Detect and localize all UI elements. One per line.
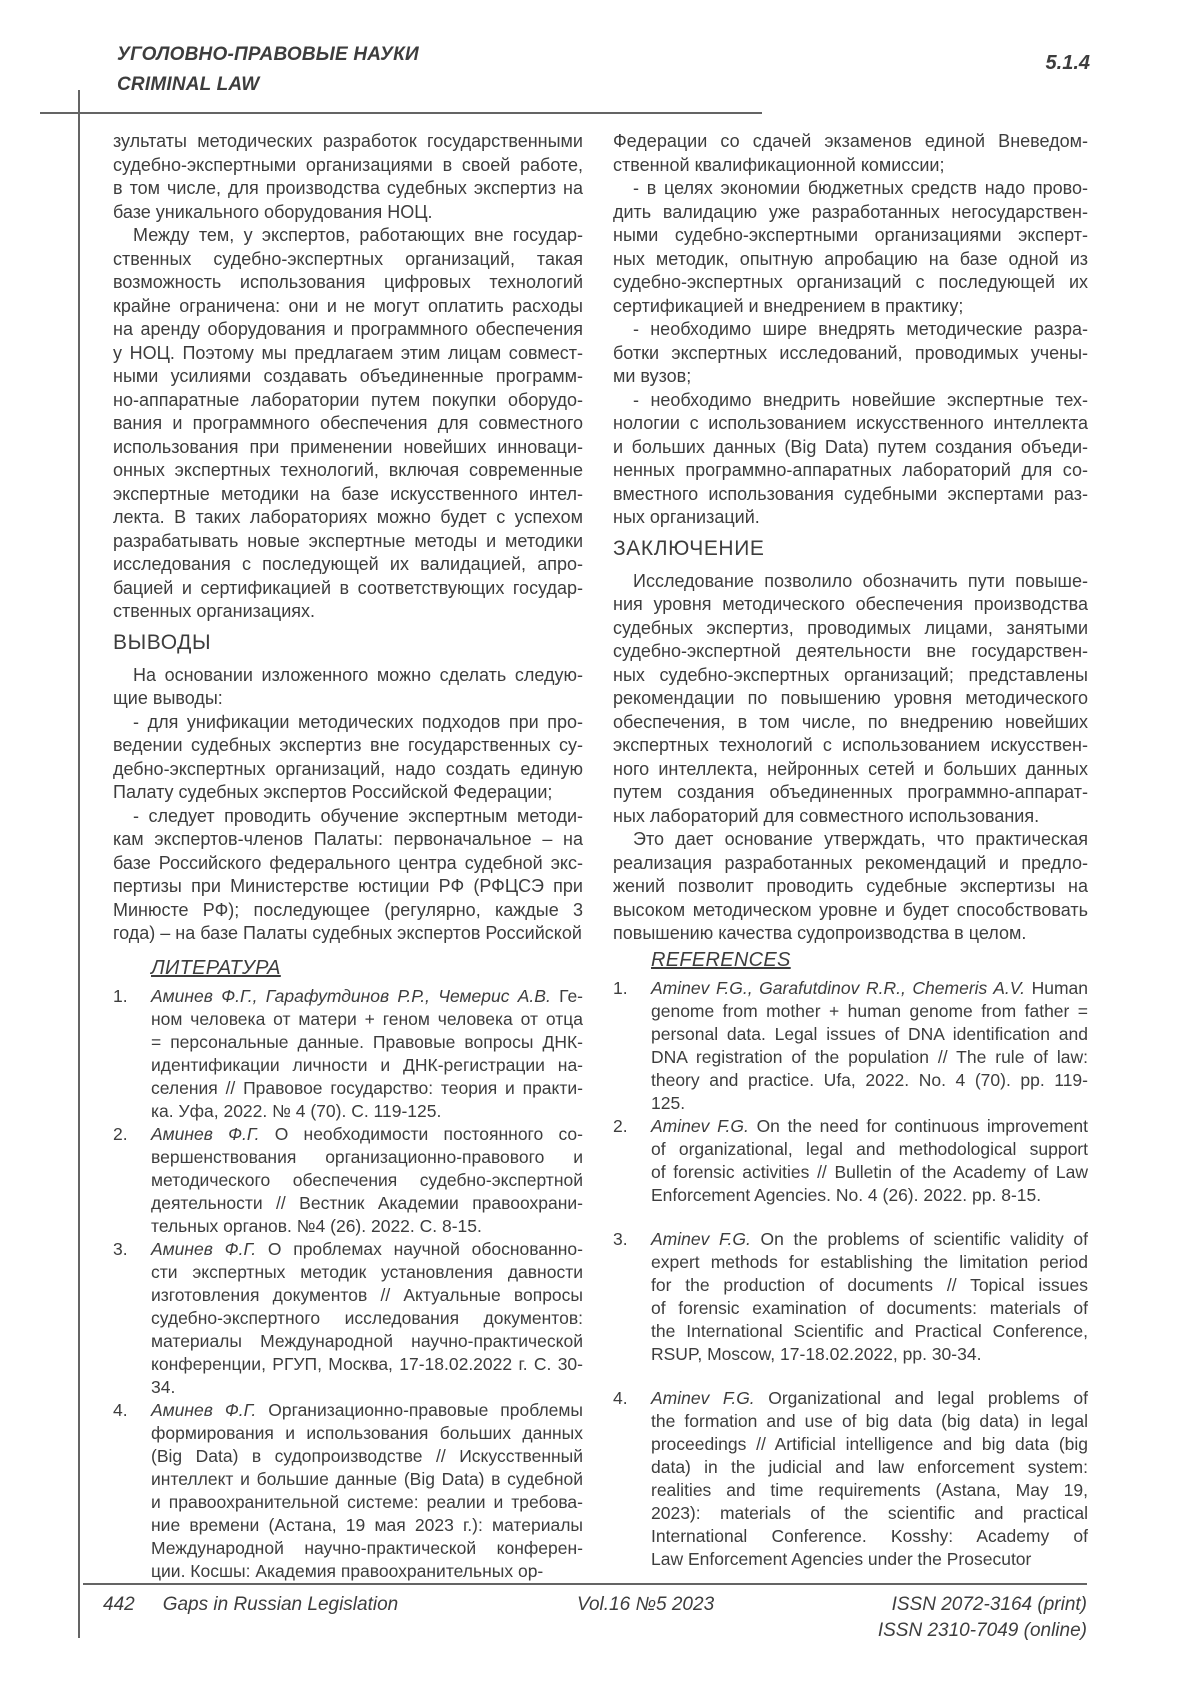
text-line: Международной научно-практической конферен- [151, 1537, 583, 1558]
reference-authors: Aminev F.G. [651, 1387, 755, 1408]
right-column [613, 130, 1088, 1571]
text-line: ния уровня методического обеспечения производства [613, 594, 1088, 614]
page-number: 442 [103, 1594, 135, 1615]
text-line: нологии с использованием искусственного интеллекта [613, 413, 1088, 433]
conclusions-heading: ВЫВОДЫ [113, 630, 212, 654]
text-line: года) – на базе Палаты судебных экспертов Российской [113, 923, 582, 943]
text-line: data) in the judicial and law enforcement system: [651, 1456, 1088, 1477]
reference-item [113, 1238, 583, 1399]
reference-authors: Аминев Ф.Г. [151, 1123, 260, 1144]
text-line: ции. Косшы: Академия правоохранительных ор- [151, 1560, 544, 1581]
left-column [113, 130, 583, 1583]
reference-item [613, 1115, 1088, 1207]
text-line: ботки экспертных исследований, проводимых учены- [613, 342, 1088, 363]
reference-number: 4. [613, 1387, 628, 1408]
reference-text [151, 985, 583, 1123]
reference-item [613, 1387, 1088, 1571]
reference-text [151, 1399, 583, 1583]
text-line: судебных экспертиз, проводимых лицами, занятыми [613, 617, 1088, 638]
section-kicker [117, 40, 419, 100]
paragraph [113, 805, 583, 946]
text-line: высоком методическом уровне и будет способствовать [613, 899, 1088, 920]
text-line: судебно-экспертными организациями в своей работе, [113, 154, 583, 175]
paragraph [613, 389, 1088, 530]
reference-text [651, 1115, 1088, 1207]
text-line: RSUP, Moscow, 17-18.02.2022, pp. 30-34. [651, 1343, 982, 1364]
text-line: theory and practice. Ufa, 2022. No. 4 (70). pp. 119- [651, 1069, 1088, 1090]
text-line: деятельности // Вестник Академии правоохрани- [151, 1192, 583, 1213]
paragraph [613, 318, 1088, 389]
left-margin-rule [78, 90, 80, 1638]
reference-text [151, 1123, 583, 1238]
reference-number: 1. [613, 977, 628, 998]
text-line: = персональные данные. Правовые вопросы ДНК- [151, 1031, 583, 1052]
text-line: материалы Международной научно-практической [151, 1330, 583, 1351]
text-line: genome from mother + human genome from father = [651, 1000, 1088, 1021]
text-line: селения // Правовое государство: теория и практи- [151, 1077, 583, 1098]
text-line: в том числе, для производства судебных экспертиз на [113, 178, 583, 198]
footer-left [103, 1594, 398, 1616]
text-line: экспертные методики на базе искусственного интел- [113, 483, 583, 504]
text-line: DNA registration of the population // The rule of law: [651, 1046, 1088, 1067]
text-line: Аминев Ф.Г., Гарафутдинов Р.Р., Чемерис А.В. Ге- [151, 985, 583, 1006]
text-line: лекта. В таких лабораториях можно будет с успехом [113, 507, 583, 527]
text-line: на аренду оборудования и программного обеспечения [113, 319, 583, 339]
text-line: методического обеспечения судебно-экспертной [151, 1169, 583, 1190]
text-line: Aminev F.G., Garafutdinov R.R., Chemeris A.V. Human [651, 977, 1089, 998]
reference-number: 2. [113, 1123, 128, 1144]
text-line: у НОЦ. Поэтому мы предлагаем этим лицам совмест- [113, 342, 583, 363]
text-line: Law Enforcement Agencies under the Prosecutor [651, 1548, 1032, 1569]
header-divider-rule [40, 112, 762, 114]
text-line: щие выводы: [113, 688, 223, 708]
paragraph [613, 570, 1088, 829]
text-line: of forensic activities // Bulletin of the Academy of Law [651, 1161, 1088, 1182]
text-line: судебно-экспертных организаций с последующей их [613, 272, 1088, 292]
text-line: ных организаций. [613, 507, 760, 527]
conclusion-heading: ЗАКЛЮЧЕНИЕ [613, 536, 765, 560]
text-line: (Big Data) в судопроизводстве // Искусственный [151, 1445, 583, 1466]
reference-authors: Аминев Ф.Г., Гарафутдинов Р.Р., Чемерис А.В. [151, 985, 551, 1006]
text-line: - необходимо внедрить новейшие экспертные тех- [633, 389, 1088, 410]
text-line: и больших данных (Big Data) путем создания объеди- [613, 436, 1088, 457]
text-line: дебно-экспертных организаций, надо создать единую [113, 758, 583, 779]
reference-text [651, 1387, 1088, 1571]
text-line: но-аппаратные лаборатории путем покупки оборудо- [113, 389, 583, 410]
text-line: ственных судебно-экспертных организаций, такая [113, 248, 583, 269]
text-line: путем создания объединенных программно-аппарат- [613, 782, 1088, 802]
text-line: Аминев Ф.Г. Организационно-правовые проблемы [151, 1399, 583, 1420]
reference-item [613, 1228, 1088, 1366]
text-line: Аминев Ф.Г. О проблемах научной обоснованно- [151, 1238, 583, 1259]
text-line: рекомендации по повышению уровня методического [613, 688, 1088, 708]
footer-issn [878, 1592, 1087, 1644]
text-line: ных методик, опытную апробацию на базе одной из [613, 248, 1088, 269]
text-line: ных судебно-экспертных организаций; представлены [613, 664, 1088, 685]
journal-title: Gaps in Russian Legislation [162, 1594, 399, 1615]
reference-item [613, 977, 1088, 1115]
text-line: интеллект и большие данные (Big Data) в судебной [151, 1468, 583, 1489]
issn-online: ISSN 2310-7049 (online) [877, 1620, 1087, 1641]
paragraph [613, 130, 1088, 177]
text-line: ного интеллекта, нейронных сетей и больших данных [613, 758, 1088, 779]
text-line: Между тем, у экспертов, работающих вне государ- [133, 225, 583, 245]
reference-authors: Aminev F.G., Garafutdinov R.R., Chemeris A.V. [651, 977, 1025, 998]
text-line: - для унификации методических подходов при про- [133, 711, 583, 732]
text-line: Аминев Ф.Г. О необходимости постоянного со- [151, 1123, 583, 1144]
text-line: разрабатывать новые экспертные методы и методики [113, 530, 583, 551]
text-line: of organizational, legal and methodological support [651, 1138, 1088, 1159]
reference-authors: Аминев Ф.Г. [151, 1399, 257, 1420]
text-line: of forensic examination of documents: materials of [651, 1297, 1088, 1318]
text-line: обеспечения, в том числе, по внедрению новейших [613, 711, 1088, 732]
text-line: судебно-экспертной деятельности вне государствен- [613, 641, 1088, 661]
text-line: возможность использования цифровых технологий [113, 272, 583, 292]
reference-authors: Aminev F.G. [651, 1228, 751, 1249]
paragraph [113, 130, 583, 224]
text-line: исследования с последующей их валидацией, апро- [113, 554, 583, 574]
text-line: personal data. Legal issues of DNA identification and [651, 1023, 1088, 1044]
reference-text [151, 1238, 583, 1399]
reference-item [113, 1123, 583, 1238]
text-line: пертизы при Министерстве юстиции РФ (РФЦСЭ при [113, 876, 583, 896]
section-title-en: CRIMINAL LAW [117, 74, 260, 95]
reference-authors: Аминев Ф.Г. [151, 1238, 257, 1259]
text-line: бацией и сертификацией в соответствующих государ- [113, 577, 583, 598]
text-line: realities and time requirements (Astana, May 19, [651, 1479, 1088, 1500]
text-line: формирования и использования больших данных [151, 1422, 583, 1443]
text-line: и правоохранительной системе: реалии и требова- [151, 1491, 583, 1512]
text-line: ведении судебных экспертиз вне государственных су- [113, 735, 583, 755]
text-line: ными судебно-экспертными организациями эксперт- [613, 225, 1088, 245]
paragraph [613, 177, 1088, 318]
text-line: использования при применении новейших инноваци- [113, 436, 583, 457]
text-line: ми вузов; [613, 366, 692, 386]
text-line: proceedings // Artificial intelligence and big data (big [651, 1433, 1088, 1454]
text-line: зультаты методических разработок государственными [113, 131, 583, 151]
text-line: реализация разработанных рекомендаций и предло- [613, 852, 1088, 873]
text-line: изготовления документов // Актуальные вопросы [151, 1284, 583, 1305]
text-line: Aminev F.G. On the need for continuous improvement [651, 1115, 1088, 1136]
text-line: На основании изложенного можно сделать следую- [133, 664, 583, 685]
text-line: экспертных технологий с использованием искусствен- [613, 735, 1088, 755]
paragraph [113, 664, 583, 711]
text-line: - в целях экономии бюджетных средств надо прово- [633, 178, 1088, 198]
text-line: the formation and use of big data (big data) in legal [651, 1410, 1088, 1431]
reference-item [113, 985, 583, 1123]
issn-print: ISSN 2072-3164 (print) [891, 1594, 1087, 1615]
text-line: ными усилиями создавать объединенные программ- [113, 366, 583, 386]
text-line: повышению качества судопроизводства в целом. [613, 923, 1027, 943]
reference-number: 3. [613, 1228, 628, 1249]
paragraph [113, 224, 583, 624]
reference-text [651, 977, 1088, 1115]
reference-number: 4. [113, 1399, 128, 1420]
text-line: 34. [151, 1376, 176, 1397]
reference-item [113, 1399, 583, 1583]
literature-list [113, 985, 583, 1583]
text-line: - следует проводить обучение экспертным методи- [133, 805, 583, 826]
text-line: 125. [651, 1092, 686, 1113]
text-line: ных лабораторий для совместного использования. [613, 805, 1040, 826]
text-line: Aminev F.G. On the problems of scientific validity of [651, 1228, 1088, 1249]
text-line: жений позволит проводить судебные экспертизы на [613, 876, 1088, 896]
volume-info: Vol.16 №5 2023 [577, 1594, 715, 1615]
text-line: ственной квалификационной комиссии; [613, 154, 945, 175]
text-line: ном человека от матери + геном человека от отца [151, 1008, 583, 1029]
text-line: Минюсте РФ); последующее (регулярно, каждые 3 [113, 899, 583, 920]
references-list [613, 977, 1088, 1571]
paragraph [613, 828, 1088, 946]
reference-authors: Aminev F.G. [651, 1115, 749, 1136]
text-line: ненных программно-аппаратных лабораторий для со- [613, 460, 1088, 480]
text-line: Это дает основание утверждать, что практическая [633, 829, 1088, 849]
footer-divider-rule [83, 1583, 1087, 1585]
text-line: судебно-экспертного исследования документов: [151, 1307, 583, 1328]
text-line: тельных органов. №4 (26). 2022. С. 8-15. [151, 1215, 482, 1236]
literature-heading: ЛИТЕРАТУРА [151, 956, 281, 979]
text-line: ственных организациях. [113, 601, 316, 621]
text-line: Федерации со сдачей экзаменов единой Вневедом- [613, 131, 1088, 151]
text-line: кам экспертов-членов Палаты: первоначальное – на [113, 829, 583, 849]
article-code: 5.1.4 [1045, 52, 1090, 74]
section-title-ru: УГОЛОВНО-ПРАВОВЫЕ НАУКИ [117, 44, 419, 65]
reference-number: 2. [613, 1115, 628, 1136]
text-line: 2023): materials of the scientific and practical [651, 1502, 1088, 1523]
text-line: Палату судебных экспертов Российской Федерации; [113, 782, 553, 802]
text-line: Aminev F.G. Organizational and legal problems of [651, 1387, 1088, 1408]
text-line: ка. Уфа, 2022. № 4 (70). С. 119-125. [151, 1100, 442, 1121]
references-heading: REFERENCES [651, 948, 791, 971]
text-line: Enforcement Agencies. No. 4 (26). 2022. pp. 8-15. [651, 1184, 1042, 1205]
text-line: конференции, РГУП, Москва, 17-18.02.2022 г. С. 30- [151, 1353, 583, 1374]
reference-text [651, 1228, 1088, 1366]
text-line: сти экспертных методик установления давности [151, 1261, 583, 1282]
text-line: International Conference. Kosshy: Academy of [651, 1525, 1088, 1546]
text-line: базе Российского федерального центра судебной экс- [113, 852, 583, 873]
text-line: Исследование позволило обозначить пути повыше- [633, 570, 1088, 591]
text-line: for the production of documents // Topical issues [651, 1274, 1088, 1295]
reference-number: 3. [113, 1238, 128, 1259]
text-line: крайне ограничена: они и не могут оплатить расходы [113, 295, 583, 316]
text-line: онных экспертных технологий, включая современные [113, 460, 583, 480]
reference-number: 1. [113, 985, 128, 1006]
text-line: вания и программного обеспечения для совместного [113, 413, 583, 433]
text-line: дить валидацию уже разработанных негосударствен- [613, 201, 1088, 222]
text-line: expert methods for establishing the limitation period [651, 1251, 1088, 1272]
text-line: - необходимо шире внедрять методические разра- [633, 319, 1088, 339]
text-line: вместного использования судебными экспертами раз- [613, 483, 1088, 504]
text-line: сертификацией и внедрением в практику; [613, 295, 964, 316]
paragraph [113, 711, 583, 805]
text-line: вершенствования организационно-правового и [151, 1146, 583, 1167]
text-line: ние времени (Астана, 19 мая 2023 г.): материалы [151, 1514, 583, 1535]
text-line: идентификации личности и ДНК-регистрации на- [151, 1054, 583, 1075]
text-line: the International Scientific and Practical Conference, [651, 1320, 1088, 1341]
text-line: базе уникального оборудования НОЦ. [113, 201, 433, 222]
